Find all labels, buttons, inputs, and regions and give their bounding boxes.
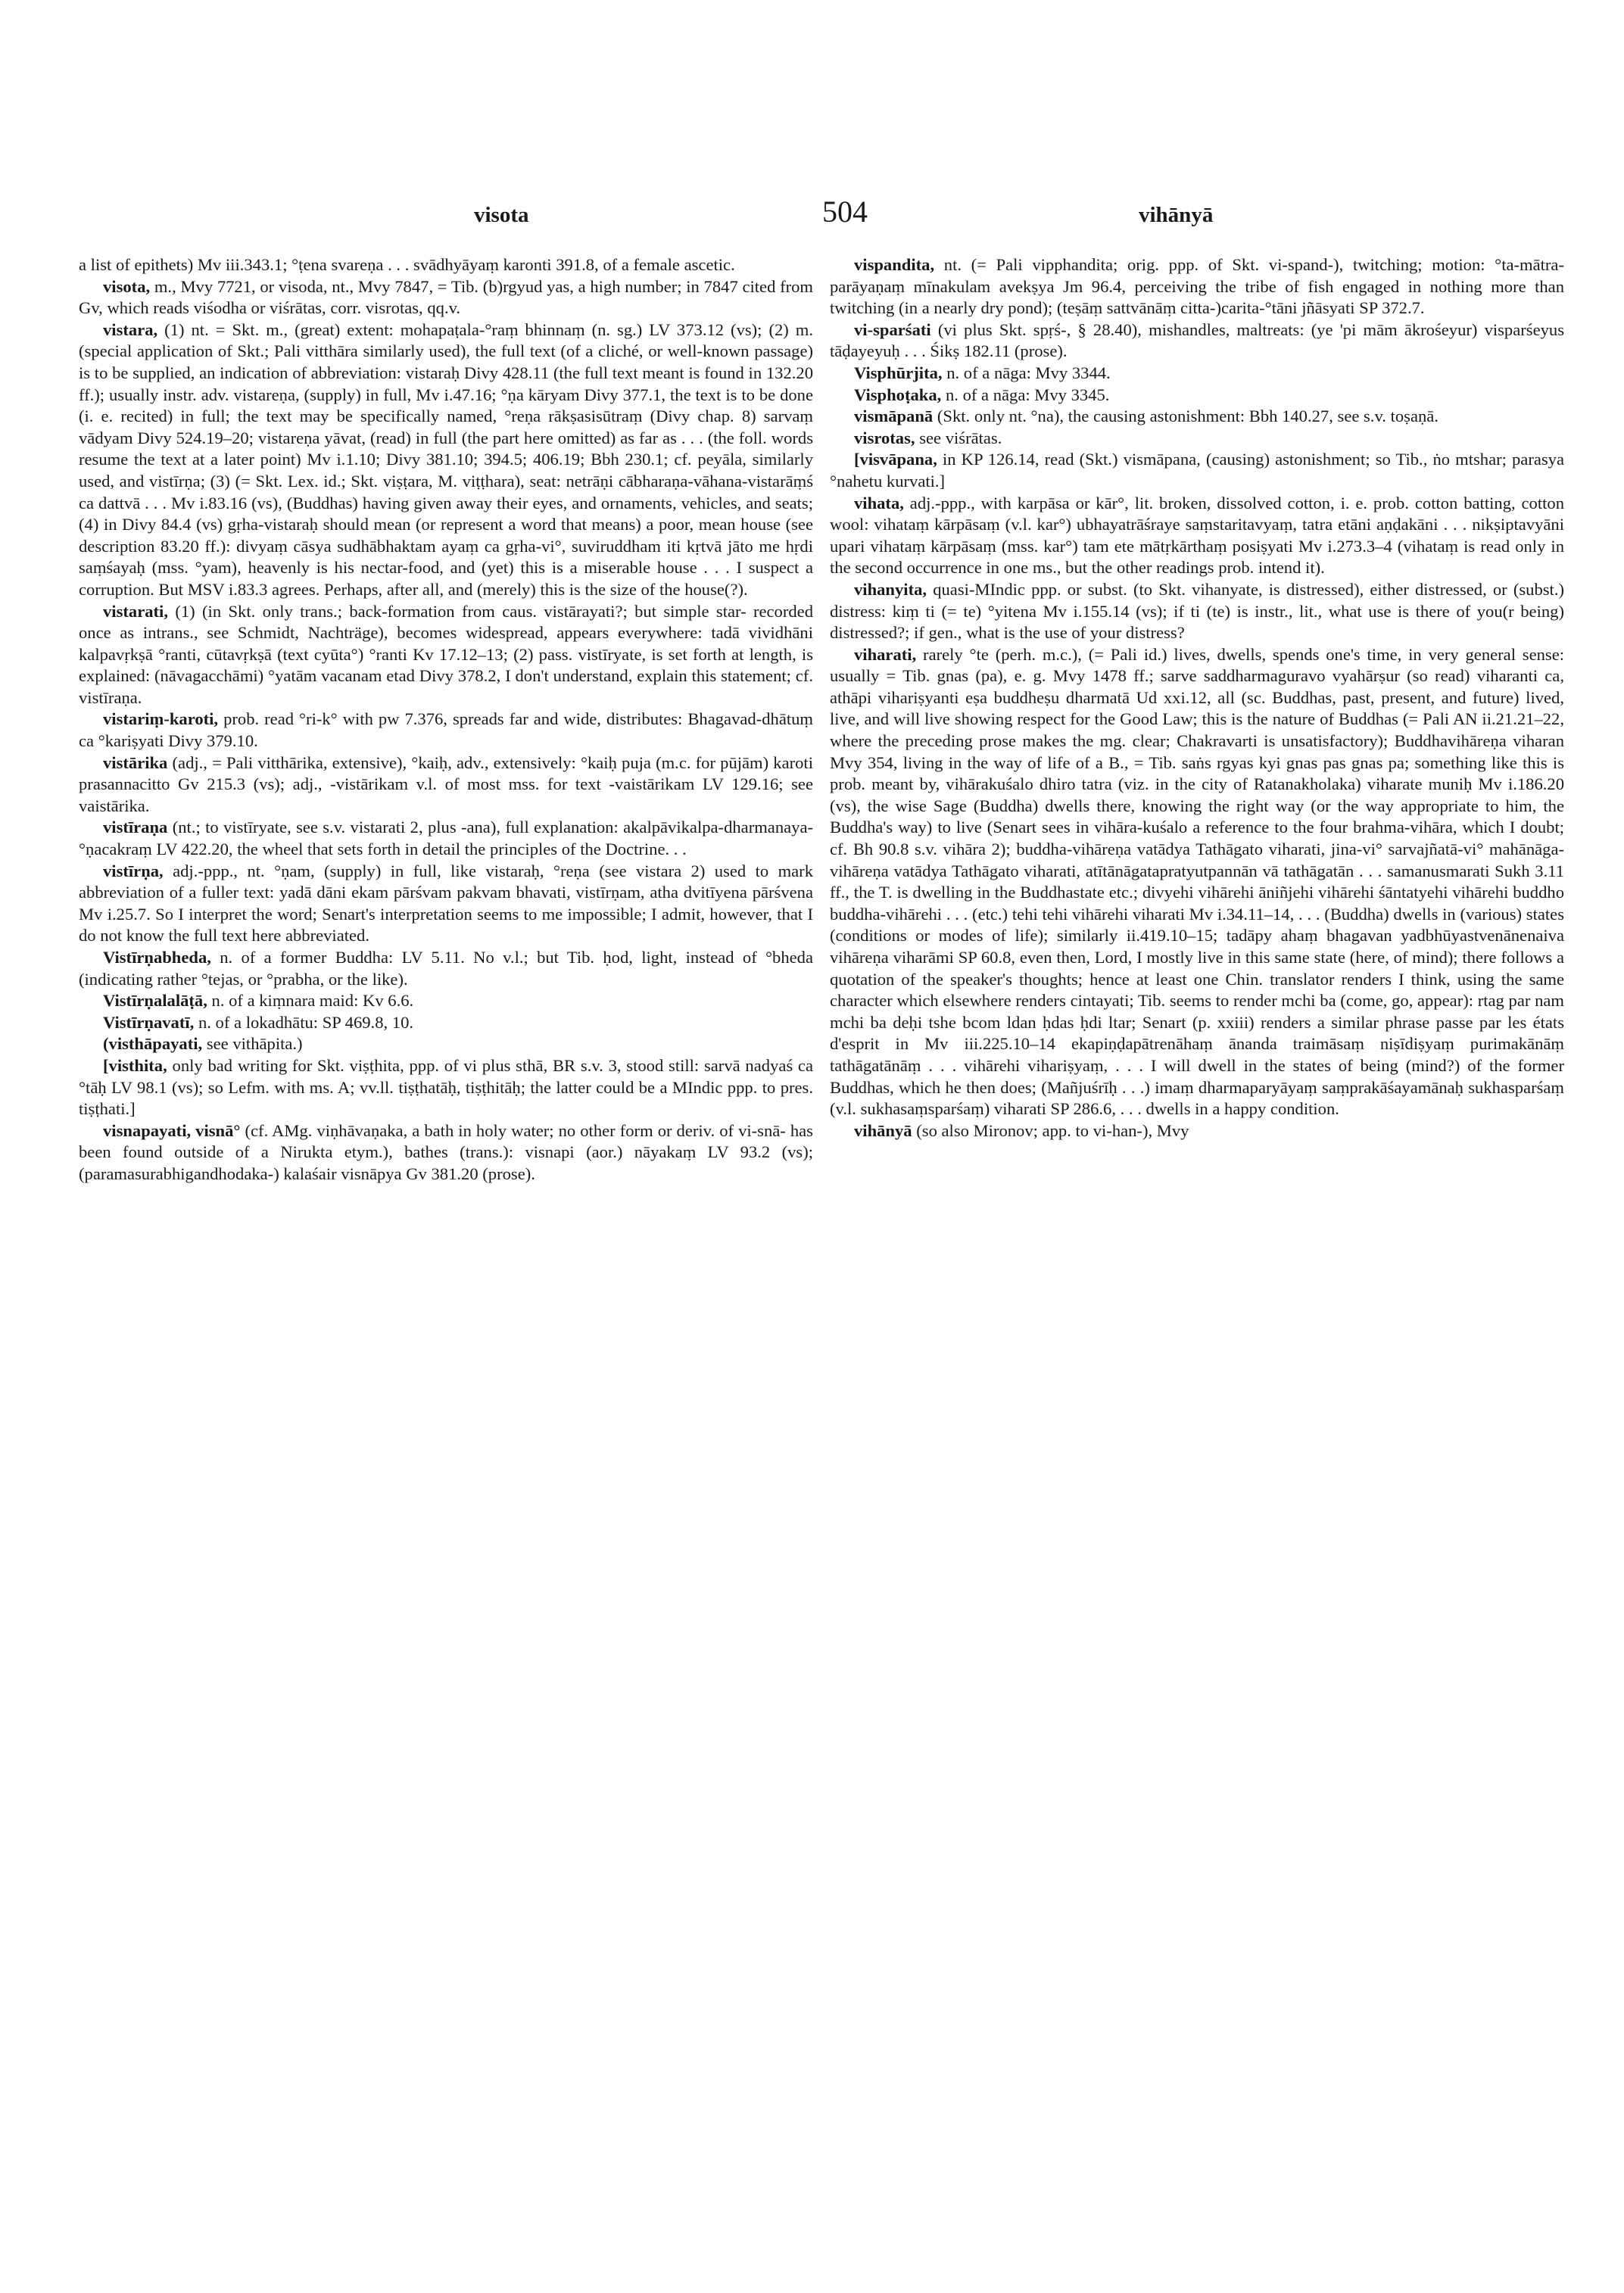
dictionary-entry [79,1055,813,1120]
entry-headword: vistara, [103,319,158,339]
entry-text: a list of epithets) Mv iii.343.1; °ṭena svareṇa . . . svādhyāyaṃ karonti 391.8, of a female ascetic. [79,255,735,274]
entry-headword: vistārika [103,752,168,772]
entry-text: m., Mvy 7721, or visoda, nt., Mvy 7847, = Tib. (b)rgyud yas, a high number; in 7847 cited from Gv, which reads viśodha or viśrātas, corr. visrotas, qq.v. [79,276,813,318]
entry-headword: vistariṃ-karoti, [103,709,219,729]
entry-text: n. of a nāga: Mvy 3344. [946,363,1111,382]
entry-text: (1) (in Skt. only trans.; back-formation from caus. vistārayati?; but simple star- recorded once as intrans., see Schmidt, Nachträge), becomes widespread, appears everywhere: tadā vividhāni kalpavṛkṣā °ranti, cūtavṛkṣā (text cyūta°) °ranti Kv 17.12–13; (2) pass. vistīryate, is set forth at length, is explained: (nāvagacchāmi) °yatām vacanam etad Divy 378.2, I don't understand, explain this statement; cf. vistīraṇa. [79,601,813,707]
entry-text: (cf. AMg. viṇhāvaṇaka, a bath in holy water; no other form or deriv. of vi-snā- has been found outside of a Nirukta etym.), bathes (trans.): visnapi (aor.) nāyakaṃ LV 93.2 (vs); (paramasurabhigandhodaka-) kalaśair visnāpya Gv 381.20 (prose). [79,1120,813,1183]
right-column [830,254,1564,2253]
entry-text: (1) nt. = Skt. m., (great) extent: mohapaṭala-°raṃ bhinnaṃ (n. sg.) LV 373.12 (vs); (2) m. (special application of Skt.; Pali vitthāra similarly used), the full text (of a cliché, or well-known passage) is to be supplied, an indication of abbreviation: vistaraḥ Divy 428.11 (the full text meant is found in 132.20 ff.); usually instr. adv. vistareṇa, (supply) in full, Mv i.47.16; °ṇa kāryam Divy 377.1, the text is to be done (i. e. recited) in full; the text may be specifically named, °reṇa rākṣasisūtraṃ (Divy chap. 8) sarvaṃ vādyam Divy 524.19–20; vistareṇa yāvat, (read) in full (the part here omitted) as far as . . . (the foll. words resume the text at a later point) Mv i.1.10; Divy 381.10; 394.5; 406.19; Bbh 230.1; cf. peyāla, similarly used, and vistīrṇa; (3) (= Skt. Lex. id.; Skt. viṣṭara, M. viṭṭhara), seat: netrāṇi cābharaṇa-vāhana-vistarāṃś ca dattvā . . . Mv i.83.16 (vs), (Buddhas) having given away their eyes, and ornaments, vehicles, and seats; (4) in Divy 84.4 (vs) gṛha-vistaraḥ should mean (or represent a word that means) a poor, mean house (see description 83.20 ff.): divyaṃ cāsya sudhābhaktam ayaṃ ca gṛha-vi°, suviruddham iti kṛtvā jāto me hṛdi saṃśayaḥ (mss. °yam), heavenly is his nectar-food, and (yet) this is a miserable house . . . I suspect a corruption. But MSV i.83.3 agrees. Perhaps, after all, and (merely) this is the size of the house(?). [79,319,813,599]
dictionary-entry [79,1033,813,1055]
dictionary-entry [79,861,813,947]
entry-headword: vihānyā [854,1120,912,1140]
dictionary-entry [830,319,1564,363]
entry-text: rarely °te (perh. m.c.), (= Pali id.) lives, dwells, spends one's time, in very general sense: usually = Tib. gnas (pa), e. g. Mvy 1478 ff.; sarve saddharmaguravo vyahārṣur (so read) viharanti ca, athāpi vihariṣyanti eṣa buddheṣu dharmatā Ud xxi.12, all (sc. Buddhas, past, present, and future) lived, live, and will live showing respect for the Good Law; this is the nature of Buddhas (= Pali AN ii.21.21–22, where the preceding prose makes the mg. clear; Chakravarti is unsatisfactory); Buddhavihāreṇa viharan Mvy 354, living in the way of life of a B., = Tib. saṅs rgyas kyi gnas pas gnas pa; something like this is prob. meant by, vihārakuśalo dhiro tatra (viz. in the city of Ratanakholaka) viharate muniḥ Mv i.186.20 (vs), the wise Sage (Buddha) dwells there, knowing the right way (or the way appropriate to him, the Buddha's way) to live (Senart sees in vihāra-kuśalo a reference to the four brahma-vihāra, which I doubt; cf. Bh 90.8 s.v. vihāra 2); buddha-vihāreṇa vatādya Tathāgato viharati, jina-vi° sarvajñatā-vi° mahānāga-vihāreṇa vatādya Tathāgato viharati, atītānāgatapratyutpannān vā tathāgatān . . . samanusmarati Sukh 3.11 ff., the T. is dwelling in the Buddhastate etc.; divyehi vihārehi āniñjehi vihārehi śāntatyehi vihārehi buddho buddha-vihārehi . . . (etc.) tehi tehi vihārehi viharati Mv i.34.11–14, . . . (Buddha) dwells in (various) states (conditions or modes of life); similarly ii.419.10–15; tadāpy ahaṃ bhagavan yadbhūyastvenānenaiva vihāreṇa viharāmi SP 60.8, even then, Lord, I mostly live in this same state (here, of mind); there follows a quotation of the speaker's thoughts; hence at least one Chin. translator renders I think, using the same character which elsewhere renders cintayati; Tib. seems to render mchi ba (come, go, appear): rtag par nam mchi ba deḥi tshe bcom ldan ḥdas ḥdi ltar; Senart (p. xxiii) renders a similar phrase passe par les états d'esprit in Mv iii.225.10–14 ekapiṇḍapātrenāhaṃ ānanda traimāsaṃ niṣīdiṣyaṃ purimakānāṃ tathāgatānāṃ . . . vihārehi vihariṣyaṃ, . . . I will dwell in the states of being (mind?) of the former Buddhas, which he then does; (Mañjuśrīḥ . . .) imaṃ dharmaparyāyaṃ saṃprakāśayamānaḥ sukhasparśaṃ (v.l. sukhasaṃsparśaṃ) viharati SP 286.6, . . . dwells in a happy condition. [830,644,1564,1119]
dictionary-entry [79,601,813,709]
dictionary-entry [830,644,1564,1120]
dictionary-entry [830,1120,1564,1142]
dictionary-entry [79,1012,813,1034]
right-running-headword: vihānyā [1139,203,1214,227]
dictionary-entry [830,579,1564,644]
entry-headword: vistīraṇa [103,818,168,837]
entry-text: (adj., = Pali vitthārika, extensive), °kaiḥ, adv., extensively: °kaiḥ puja (m.c. for pūjām) karoti prasannacitto Gv 215.3 (vs); adj., -vistārikam v.l. of most mss. for text -vaistārikam LV 129.16; see vaistārika. [79,752,813,815]
entry-text: see viśrātas. [919,428,1002,447]
dictionary-entry [830,493,1564,579]
entry-headword: Vistīrṇabheda, [103,948,211,967]
entry-headword: visnapayati, visnā° [103,1120,241,1140]
entry-headword: (visthāpayati, [103,1034,203,1054]
dictionary-entry [830,406,1564,428]
dictionary-entry [79,990,813,1012]
entry-headword: Vistīrṇavatī, [103,1012,195,1032]
entry-text: n. of a nāga: Mvy 3345. [945,385,1110,404]
dictionary-entry [79,947,813,990]
entry-headword: vistīrṇa, [103,861,164,880]
entry-text: quasi-MIndic ppp. or subst. (to Skt. vihanyate, is distressed), either distressed, or (subst.) distress: kiṃ ti (= te) °yitena Mv i.155.14 (vs); if ti (te) is instr., lit., what use is there of you(r being) distressed?; if gen., what is the use of your distress? [830,579,1564,643]
dictionary-entry [830,254,1564,319]
entry-headword: vi-sparśati [854,319,931,339]
left-column [79,254,813,2253]
entry-headword: Visphūrjita, [854,363,943,382]
dictionary-entry [79,319,813,601]
entry-text: (vi plus Skt. spṛś-, § 28.40), mishandles, maltreats: (ye 'pi mām ākrośeyur) visparśeyus tāḍayeyuḥ . . . Śikṣ 182.11 (prose). [830,319,1564,361]
dictionary-entry [79,709,813,752]
entry-headword: vihanyita, [854,579,927,599]
dictionary-entry [79,276,813,319]
entry-headword: visota, [103,276,151,296]
entry-text: only bad writing for Skt. viṣṭhita, ppp. of vi plus sthā, BR s.v. 3, stood still: sarvā nadyaś ca °tāḥ LV 98.1 (vs); so Lefm. with ms. A; vv.ll. tiṣṭhatāḥ, tiṣṭhitāḥ; the latter could be a MIndic ppp. to pres. tiṣṭhati.] [79,1055,813,1119]
dictionary-entry [830,449,1564,492]
entry-headword: vistarati, [103,601,168,621]
dictionary-entry [79,254,813,276]
entry-headword: [visthita, [103,1055,167,1075]
entry-headword: Visphoṭaka, [854,385,942,404]
entry-headword: Vistīrṇalalāṭā, [103,991,207,1011]
entry-headword: vispandita, [854,255,935,274]
dictionary-entry [830,385,1564,407]
dictionary-entry [830,428,1564,450]
entry-text: (so also Mironov; app. to vi-han-), Mvy [916,1120,1189,1140]
left-running-headword: visota [474,203,529,227]
entry-text: (nt.; to vistīryate, see s.v. vistarati 2, plus -ana), full explanation: akalpāvikalpa-dharmanaya-°ṇacakraṃ LV 422.20, the wheel that sets forth in detail the principles of the Doctrine. . . [79,818,813,859]
entry-text: adj.-ppp., nt. °ṇam, (supply) in full, like vistaraḥ, °reṇa (see vistara 2) used to mark abbreviation of a fuller text: yadā dāni ekam pārśvam pakvam bhavati, vistīrṇam, atha dvitīyena pārśvena Mv i.25.7. So I interpret the word; Senart's interpretation seems to me impossible; I admit, however, that I do not know the full text here abbreviated. [79,861,813,946]
entry-text: n. of a former Buddha: LV 5.11. No v.l.; but Tib. ḥod, light, instead of °bheda (indicating rather °tejas, or °prabha, or the like). [79,948,813,989]
entry-text: in KP 126.14, read (Skt.) vismāpana, (causing) astonishment; so Tib., ṅo mtshar; parasya °nahetu kurvati.] [830,450,1564,491]
entry-text: n. of a lokadhātu: SP 469.8, 10. [198,1012,414,1032]
entry-headword: viharati, [854,644,917,664]
entry-headword: vihata, [854,493,904,512]
dictionary-entry [79,817,813,860]
entry-text: nt. (= Pali vipphandita; orig. ppp. of Skt. vi-spand-), twitching; motion: °ta-mātra-parāyaṇaṃ mīnakulam avekṣya Jm 96.4, perceiving the tribe of fish engaged in nothing more than twitching (in a nearly dry pond); (teṣāṃ sattvānāṃ citta-)carita-°tāni jñāsyati SP 372.7. [830,255,1564,318]
page-number: 504 [822,195,868,229]
entry-text: adj.-ppp., with karpāsa or kār°, lit. broken, dissolved cotton, i. e. prob. cotton batting, cotton wool: vihataṃ kārpāsaṃ (v.l. kar°) ubhayatrāśraye saṃstaritavyaṃ, tatra etāni aṇḍakāni . . . nikṣiptavyāni upari vihataṃ kārpāsaṃ (mss. kar°) tam ete mātṛkārthaṃ posiṣyati Mv i.273.3–4 (vihataṃ is read only in the second occurrence in one ms., but the other readings prob. intend it). [830,493,1564,578]
entry-text: (Skt. only nt. °na), the causing astonishment: Bbh 140.27, see s.v. toṣaṇā. [937,407,1439,426]
entry-text: n. of a kiṃnara maid: Kv 6.6. [211,991,414,1011]
entry-headword: [visvāpana, [854,450,937,469]
entry-text: prob. read °ri-k° with pw 7.376, spreads far and wide, distributes: Bhagavad-dhātuṃ ca °kariṣyati Divy 379.10. [79,709,813,751]
entry-headword: visrotas, [854,428,915,447]
page-header [0,195,1624,248]
dictionary-entry [79,752,813,818]
dictionary-entry [79,1120,813,1185]
entry-headword: vismāpanā [854,407,934,426]
entry-text: see vithāpita.) [206,1034,303,1054]
dictionary-entry [830,363,1564,385]
